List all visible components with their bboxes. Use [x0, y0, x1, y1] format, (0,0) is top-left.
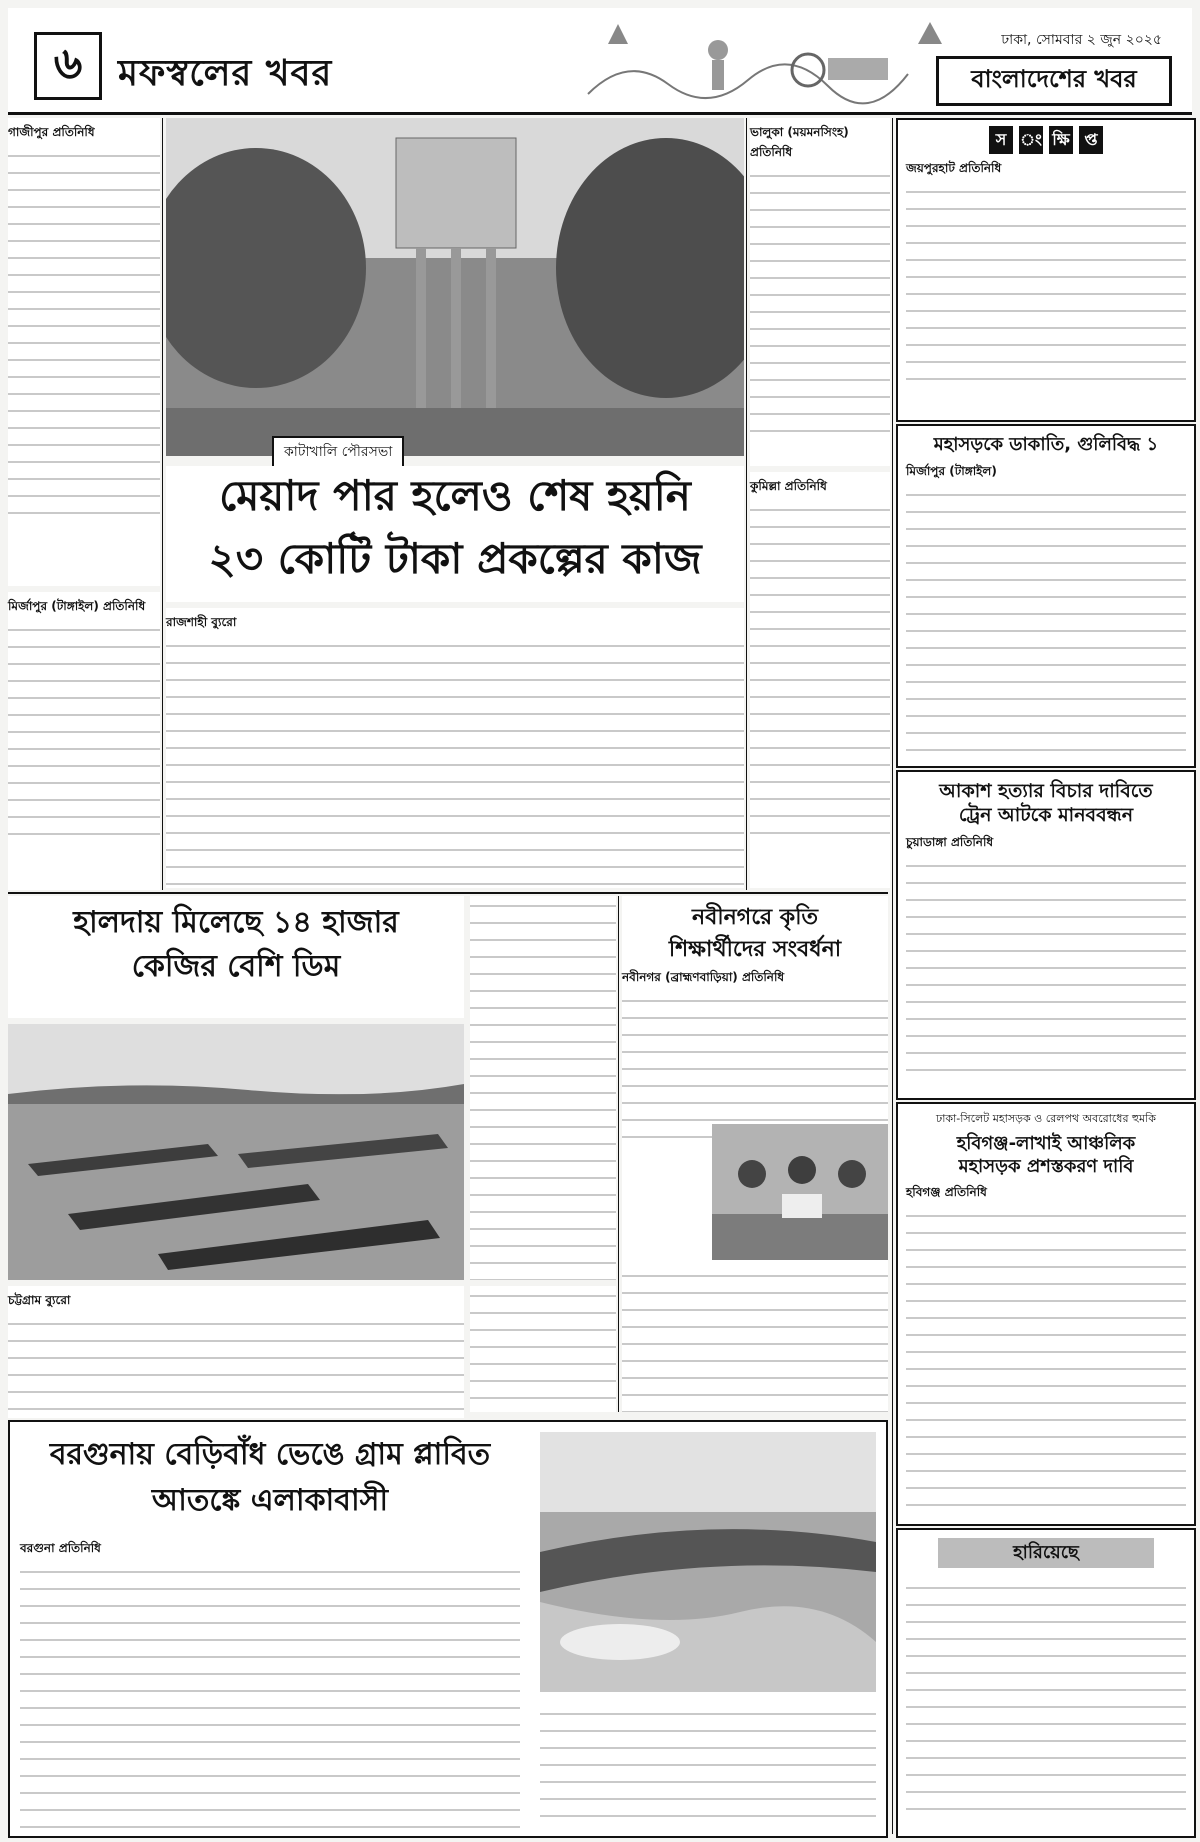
nabinagar-headline-line1: নবীনগরে কৃতি: [691, 905, 818, 930]
embankment-flood-photo: [540, 1432, 876, 1692]
lost-notice: [896, 1528, 1196, 1838]
section-title: মফস্বলের খবর: [118, 53, 333, 94]
masthead: [8, 8, 1192, 115]
habiganj-headline-line2: মহাসড়ক প্রশস্তকরণ দাবি: [958, 1155, 1134, 1177]
lead-headline-line2: ২৩ কোটি টাকা প্রকল্পের কাজ: [208, 533, 702, 583]
story-body: [622, 1266, 888, 1412]
summary-letter: ক্ষি: [1049, 126, 1073, 154]
page-number: ৬: [34, 32, 102, 100]
barguna-headline-line2: আতঙ্কে এলাকাবাসী: [151, 1482, 389, 1518]
halda-body-cont: [470, 1286, 616, 1412]
story-mirzapur: [8, 592, 160, 890]
story-mohasorok: [896, 424, 1196, 768]
story-body: [906, 1206, 1186, 1506]
summary-letter: স: [989, 126, 1013, 154]
story-byline: বরগুনা প্রতিনিধি: [20, 1541, 101, 1555]
column-rule: [618, 896, 619, 1412]
dateline: ঢাকা, সোমবার ২ জুন ২০২৫: [1001, 32, 1162, 48]
column-rule: [162, 118, 163, 890]
story-byline: চুয়াডাঙ্গা প্রতিনিধি: [906, 834, 994, 849]
paper-name: বাংলাদেশের খবর: [936, 56, 1172, 106]
halda-headline-line2: কেজির বেশি ডিম: [131, 948, 341, 984]
story-body: [8, 146, 160, 526]
story-halda: [8, 896, 464, 1018]
column-rule: [892, 118, 893, 1834]
story-body: [470, 896, 616, 1280]
story-body: [906, 1578, 1186, 1818]
summary-box: [896, 118, 1196, 422]
story-byline: মির্জাপুর (টাঙ্গাইল): [906, 463, 997, 478]
akash-headline-line2: ট্রেন আটকে মানববন্ধন: [958, 803, 1134, 826]
story-habiganj: [896, 1102, 1196, 1526]
story-byline: রাজশাহী ব্যুরো: [166, 615, 237, 629]
story-headline: মহাসড়কে ডাকাতি, গুলিবিদ্ধ ১: [933, 434, 1159, 455]
rural-illustration: [568, 14, 968, 106]
story-barguna: [8, 1420, 888, 1838]
story-body: [750, 500, 890, 840]
story-body: [8, 620, 160, 850]
award-ceremony-photo: [712, 1124, 888, 1260]
story-akash: [896, 770, 1196, 1100]
barguna-headline-line1: বরগুনায় বেড়িবাঁধ ভেঙে গ্রাম প্লাবিত: [49, 1437, 491, 1472]
story-lead-body: [166, 608, 744, 888]
water-tower-photo: [166, 118, 744, 456]
halda-side-text: [470, 896, 616, 1280]
summary-letter: প্ত: [1079, 126, 1103, 154]
habiganj-kicker: ঢাকা-সিলেট মহাসড়ক ও রেলপথ অবরোধের হুমকি: [936, 1112, 1156, 1125]
story-body: [470, 1286, 616, 1412]
story-gazipur: [8, 118, 160, 586]
story-byline: নবীনগর (ব্রাহ্মণবাড়িয়া) প্রতিনিধি: [622, 970, 785, 984]
story-body: [166, 636, 744, 886]
halda-headline-line1: হালদায় মিলেছে ১৪ হাজার: [73, 905, 399, 940]
story-byline: গাজীপুর প্রতিনিধি: [8, 125, 95, 139]
story-byline: কুমিল্লা প্রতিনিধি: [750, 479, 827, 493]
halda-body: [8, 1286, 464, 1412]
lost-notice-heading: হারিয়েছে: [938, 1538, 1154, 1568]
story-byline: জয়পুরহাট প্রতিনিধি: [906, 161, 1002, 175]
story-body: [540, 1704, 876, 1820]
nabinagar-body-cont: [622, 1266, 888, 1412]
lead-headline-line1: মেয়াদ পার হলেও শেষ হয়নি: [219, 471, 691, 520]
nabinagar-headline-line2: শিক্ষার্থীদের সংবর্ধনা: [668, 936, 842, 962]
akash-headline-line1: আকাশ হত্যার বিচার দাবিতে: [939, 780, 1153, 802]
lead-kicker: কাটাখালি পৌরসভা: [272, 436, 404, 468]
story-body: [20, 1562, 520, 1832]
story-byline: চট্টগ্রাম ব্যুরো: [8, 1293, 71, 1307]
story-body: [906, 856, 1186, 1086]
story-bhaluka: [750, 118, 890, 466]
story-byline: হবিগঞ্জ প্রতিনিধি: [906, 1185, 987, 1199]
story-body: [750, 166, 890, 436]
section-rule: [8, 892, 888, 894]
summary-label: [898, 126, 1194, 154]
story-byline: মির্জাপুর (টাঙ্গাইল) প্রতিনিধি: [8, 599, 146, 613]
summary-letter: ং: [1019, 126, 1043, 154]
story-body: [8, 1314, 464, 1418]
lead-headline-block: [166, 466, 744, 602]
halda-boats-photo: [8, 1024, 464, 1280]
column-rule: [746, 118, 747, 890]
story-body: [906, 182, 1186, 382]
story-byline: ভালুকা (ময়মনসিংহ) প্রতিনিধি: [750, 125, 849, 159]
story-cumilla: [750, 472, 890, 888]
story-body: [906, 485, 1186, 765]
habiganj-headline-line1: হবিগঞ্জ-লাখাই আঞ্চলিক: [956, 1133, 1136, 1154]
